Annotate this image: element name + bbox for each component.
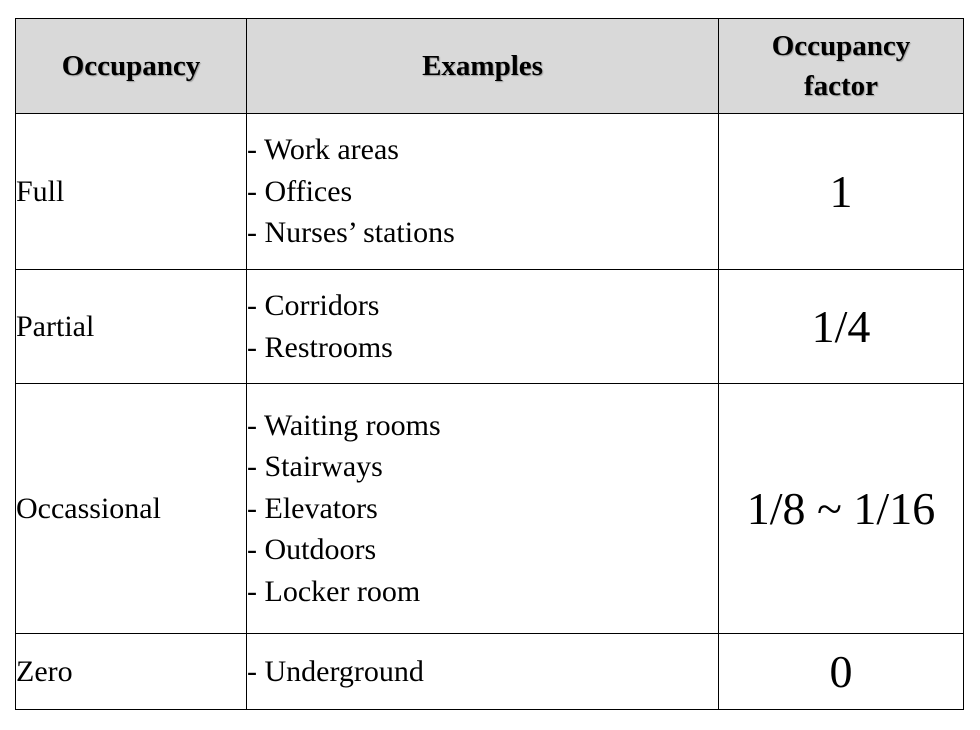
header-row bbox=[16, 19, 964, 114]
table-row-partial bbox=[16, 270, 964, 384]
example-item: - Corridors bbox=[247, 289, 380, 322]
example-item: - Stairways bbox=[247, 450, 383, 484]
examples-cell bbox=[247, 114, 719, 270]
example-item: - Nurses’ stations bbox=[247, 216, 455, 250]
occupancy-cell: Zero bbox=[16, 634, 247, 710]
table-row-full bbox=[16, 114, 964, 270]
header-occupancy: Occupancy bbox=[16, 19, 247, 114]
table-row-zero bbox=[16, 634, 964, 710]
example-item: - Restrooms bbox=[247, 330, 393, 364]
example-item: - Locker room bbox=[247, 574, 421, 608]
examples-cell bbox=[247, 384, 719, 634]
header-factor-line-2: factor bbox=[803, 70, 879, 102]
examples-cell bbox=[247, 270, 719, 384]
factor-cell: 1 bbox=[719, 114, 964, 270]
examples-cell bbox=[247, 634, 719, 710]
factor-cell: 1/4 bbox=[719, 270, 964, 384]
factor-cell: 1/8 ~ 1/16 bbox=[719, 384, 964, 634]
example-item: - Work areas bbox=[247, 133, 399, 167]
example-item: - Outdoors bbox=[247, 533, 377, 567]
header-examples: Examples bbox=[247, 19, 719, 114]
header-occupancy-factor bbox=[719, 19, 964, 114]
table-row-occasional bbox=[16, 384, 964, 634]
example-item: - Offices bbox=[247, 174, 353, 208]
example-item: - Waiting rooms bbox=[247, 408, 441, 442]
occupancy-cell: Full bbox=[16, 114, 247, 270]
example-item: - Elevators bbox=[247, 491, 378, 525]
occupancy-cell: Partial bbox=[16, 270, 247, 384]
header-factor-line-1: Occupancy bbox=[771, 30, 911, 62]
factor-cell: 0 bbox=[719, 634, 964, 710]
occupancy-cell: Occassional bbox=[16, 384, 247, 634]
example-item: - Underground bbox=[247, 654, 424, 688]
occupancy-factor-table bbox=[15, 18, 964, 710]
